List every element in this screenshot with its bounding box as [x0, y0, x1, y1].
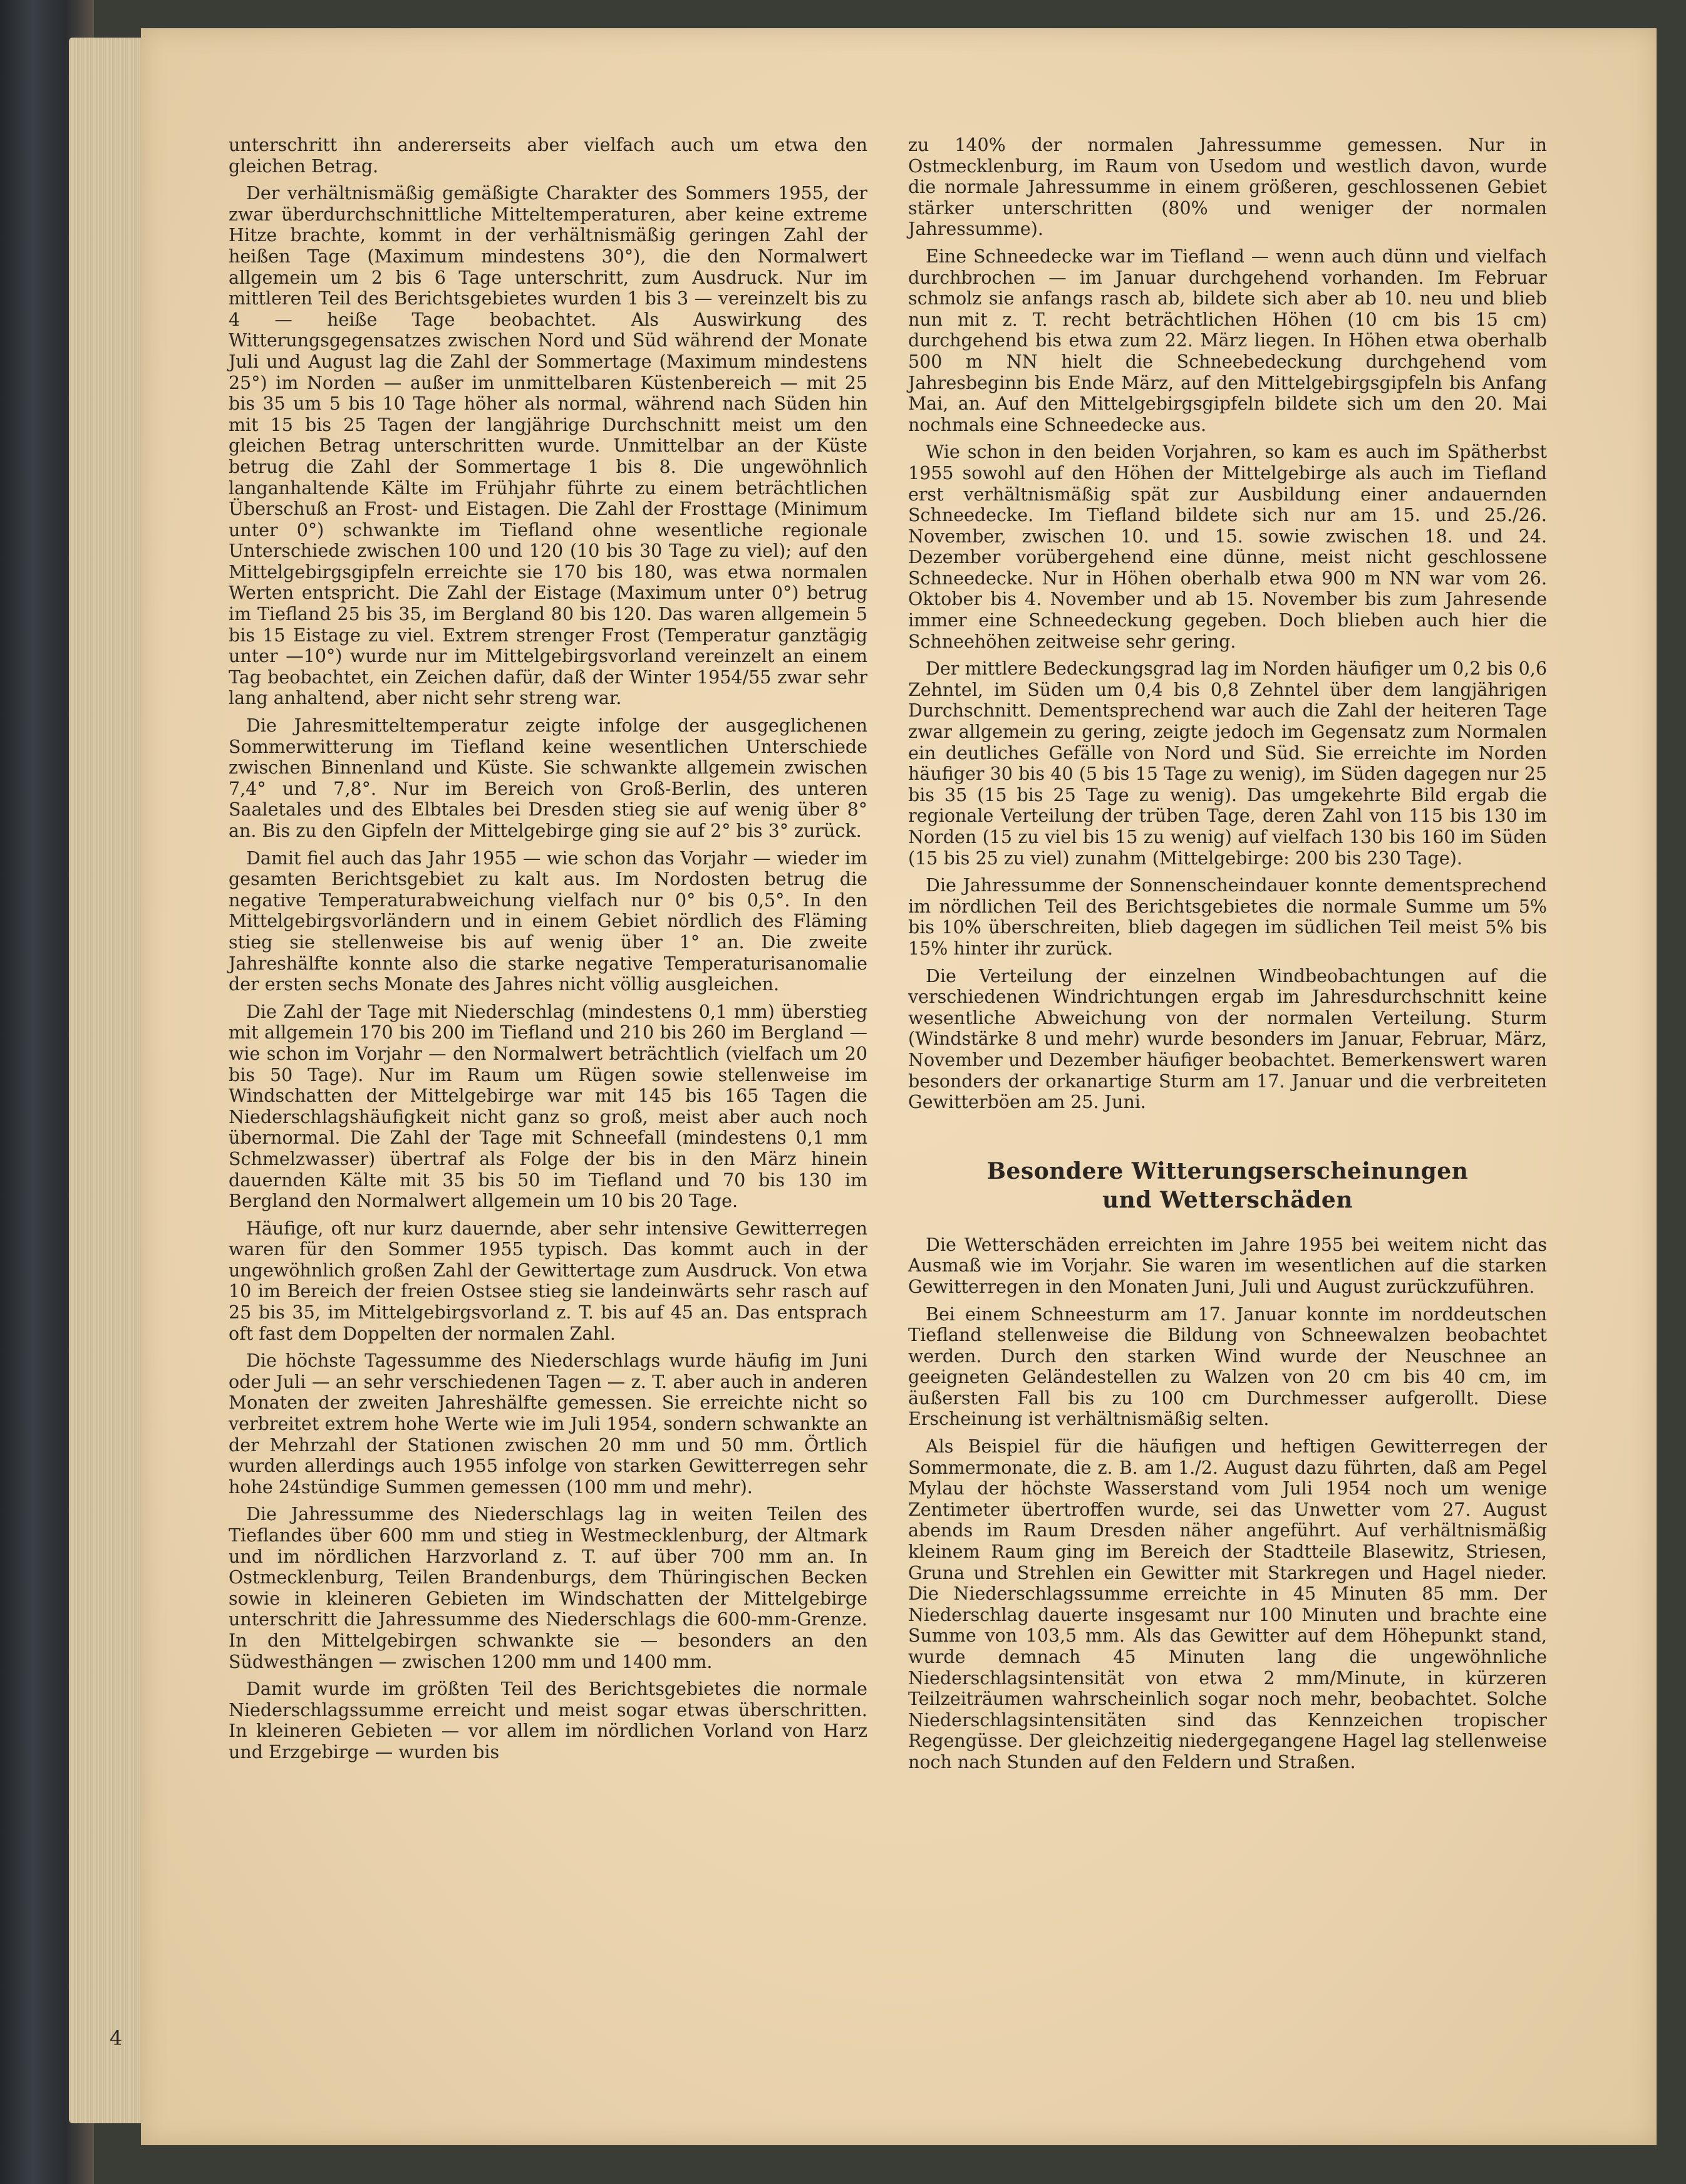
- document-page: [141, 28, 1657, 2145]
- paragraph: Damit wurde im größten Teil des Berichtsgebietes die normale Niederschlagssumme erreicht und meist sogar etwas überschritten. In kleineren Gebieten — vor allem im nördlichen Vorland von Harz und Erzgebirge — wurden bis: [229, 1679, 867, 1762]
- paragraph: Wie schon in den beiden Vorjahren, so kam es auch im Spätherbst 1955 sowohl auf den Höhen der Mittelgebirge als auch im Tiefland erst verhältnismäßig spät zur Ausbildung einer andauernden Schneedecke. Im Tiefland bildete sich nur am 15. und 25./26. November, zwischen 10. und 15. sowie zwischen 18. und 24. Dezember vorübergehend eine dünne, meist nicht geschlossene Schneedecke. Nur in Höhen oberhalb etwa 900 m NN war vom 26. Oktober bis 4. November und ab 15. November bis zum Jahresende immer eine Schneedeckung gegeben. Doch blieben auch hier die Schneehöhen zeitweise sehr gering.: [908, 442, 1547, 652]
- paragraph: Der mittlere Bedeckungsgrad lag im Norden häufiger um 0,2 bis 0,6 Zehntel, im Süden um 0,4 bis 0,8 Zehntel über dem langjährigen Durchschnitt. Dementsprechend war auch die Zahl der heiteren Tage zwar allgemein zu gering, zeigte jedoch im Gegensatz zum Normalen ein deutliches Gefälle von Nord und Süd. Sie erreichte im Norden häufiger 30 bis 40 (5 bis 15 Tage zu wenig), im Süden dagegen nur 25 bis 35 (15 bis 25 Tage zu wenig). Das umgekehrte Bild ergab die regionale Verteilung der trüben Tage, deren Zahl von 115 bis 130 im Norden (15 zu viel bis 15 zu wenig) auf vielfach 130 bis 160 im Süden (15 bis 25 zu viel) zunahm (Mittelgebirge: 200 bis 230 Tage).: [908, 658, 1547, 869]
- paragraph: Die Verteilung der einzelnen Windbeobachtungen auf die verschiedenen Windrichtungen ergab im Jahresdurchschnitt keine wesentliche Abweichung von der normalen Verteilung. Sturm (Windstärke 8 und mehr) wurde besonders im Januar, Februar, März, November und Dezember häufiger beobachtet. Bemerkenswert waren besonders der orkanartige Sturm am 17. Januar und die verbreiteten Gewitterböen am 25. Juni.: [908, 965, 1547, 1113]
- right-text-column: [908, 135, 1547, 1779]
- paragraph: Die Wetterschäden erreichten im Jahre 1955 bei weitem nicht das Ausmaß wie im Vorjahr. Sie waren im wesentlichen auf die starken Gewitterregen in den Monaten Juni, Juli und August zurückzuführen.: [908, 1234, 1547, 1297]
- section-heading-line: Besondere Witterungserscheinungen: [986, 1157, 1469, 1184]
- paragraph: Die Jahresmitteltemperatur zeigte infolge der ausgeglichenen Sommerwitterung im Tiefland keine wesentlichen Unterschiede zwischen Binnenland und Küste. Sie schwankte allgemein zwischen 7,4° und 7,8°. Nur im Bereich von Groß-Berlin, des unteren Saaletales und des Elbtales bei Dresden stieg sie auf wenig über 8° an. Bis zu den Gipfeln der Mittelgebirge ging sie auf 2° bis 3° zurück.: [229, 715, 867, 841]
- paragraph: Als Beispiel für die häufigen und heftigen Gewitterregen der Sommermonate, die z. B. am 1./2. August dazu führten, daß am Pegel Mylau der höchste Wasserstand vom Juli 1954 noch um wenige Zentimeter übertroffen wurde, sei das Unwetter vom 27. August abends im Raum Dresden näher angeführt. Auf verhältnismäßig kleinem Raum ging im Bereich der Stadtteile Blasewitz, Striesen, Gruna und Strehlen ein Gewitter mit Starkregen und Hagel nieder. Die Niederschlagssumme erreichte in 45 Minuten 85 mm. Der Niederschlag dauerte insgesamt nur 100 Minuten und brachte eine Summe von 103,5 mm. Als das Gewitter auf dem Höhepunkt stand, wurde demnach 45 Minuten lang die ungewöhnliche Niederschlagsintensität von etwa 2 mm/Minute, in kürzeren Teilzeiträumen wahrscheinlich sogar noch mehr, beobachtet. Solche Niederschlagsintensitäten sind das Kennzeichen tropischer Regengüsse. Der gleichzeitig niedergegangene Hagel lag stellenweise noch nach Stunden auf den Feldern und Straßen.: [908, 1436, 1547, 1773]
- paragraph: Häufige, oft nur kurz dauernde, aber sehr intensive Gewitterregen waren für den Sommer 1955 typisch. Das kommt auch in der ungewöhnlich großen Zahl der Gewittertage zum Ausdruck. Von etwa 10 im Bereich der freien Ostsee stieg sie landeinwärts sehr rasch auf 25 bis 35, im Mittelgebirgsvorland z. T. bis auf 45 an. Das entsprach oft fast dem Doppelten der normalen Zahl.: [229, 1218, 867, 1344]
- paragraph: Damit fiel auch das Jahr 1955 — wie schon das Vorjahr — wieder im gesamten Berichtsgebiet zu kalt aus. Im Nordosten betrug die negative Temperaturabweichung vielfach nur 0° bis 0,5°. In den Mittelgebirgsvorländern und in einem Gebiet nördlich des Fläming stieg sie stellenweise bis auf wenig über 1° an. Die zweite Jahreshälfte konnte also die starke negative Temperaturisanomalie der ersten sechs Monate des Jahres nicht völlig ausgleichen.: [229, 847, 867, 995]
- paragraph: Die höchste Tagessumme des Niederschlags wurde häufig im Juni oder Juli — an sehr verschiedenen Tagen — z. T. aber auch in anderen Monaten der zweiten Jahreshälfte gemessen. Sie erreichte nicht so verbreitet extrem hohe Werte wie im Juli 1954, sondern schwankte an der Mehrzahl der Stationen zwischen 20 mm und 50 mm. Örtlich wurden allerdings auch 1955 infolge von starken Gewitterregen sehr hohe 24stündige Summen gemessen (100 mm und mehr).: [229, 1350, 867, 1498]
- paragraph: Die Zahl der Tage mit Niederschlag (mindestens 0,1 mm) überstieg mit allgemein 170 bis 200 im Tiefland und 210 bis 260 im Bergland — wie schon im Vorjahr — den Normalwert beträchtlich (vielfach um 20 bis 50 Tage). Nur im Raum um Rügen sowie stellenweise im Windschatten der Mittelgebirge war mit 145 bis 165 Tagen die Niederschlagshäufigkeit nicht ganz so groß, meist aber auch noch übernormal. Die Zahl der Tage mit Schneefall (mindestens 0,1 mm Schmelzwasser) übertraf als Folge der bis in den März hinein dauernden Kälte mit 35 bis 50 im Tiefland und 70 bis 130 im Bergland den Normalwert allgemein um 10 bis 20 Tage.: [229, 1001, 867, 1212]
- paragraph: Die Jahressumme der Sonnenscheindauer konnte dementsprechend im nördlichen Teil des Berichtsgebietes die normale Summe um 5% bis 10% überschreiten, blieb dagegen im südlichen Teil meist 5% bis 15% hinter ihr zurück.: [908, 875, 1547, 959]
- paragraph: Eine Schneedecke war im Tiefland — wenn auch dünn und vielfach durchbrochen — im Januar durchgehend vorhanden. Im Februar schmolz sie anfangs rasch ab, bildete sich aber ab 10. neu und blieb nun mit z. T. recht beträchtlichen Höhen (10 cm bis 15 cm) durchgehend bis etwa zum 22. März liegen. In Höhen etwa oberhalb 500 m NN hielt die Schneebedeckung durchgehend vom Jahresbeginn bis Ende März, auf den Mittelgebirgsgipfeln bis Anfang Mai, an. Auf den Mittelgebirgsgipfeln bildete sich um den 20. Mai nochmals eine Schneedecke aus.: [908, 246, 1547, 435]
- paragraph: Bei einem Schneesturm am 17. Januar konnte im norddeutschen Tiefland stellenweise die Bildung von Schneewalzen beobachtet werden. Durch den starken Wind wurde der Neuschnee an geeigneten Geländestellen zu Walzen von 20 cm bis 40 cm, im äußersten Fall bis zu 100 cm Durchmesser aufgerollt. Diese Erscheinung ist verhältnismäßig selten.: [908, 1303, 1547, 1430]
- paragraph: unterschritt ihn andererseits aber vielfach auch um etwa den gleichen Betrag.: [229, 135, 867, 177]
- page-stack-edge: [69, 38, 150, 2123]
- section-heading-line: und Wetterschäden: [1102, 1186, 1353, 1213]
- left-text-column: [229, 135, 867, 1769]
- page-number: 4: [110, 2026, 123, 2050]
- paragraph: zu 140% der normalen Jahressumme gemessen. Nur in Ostmecklenburg, im Raum von Usedom und westlich davon, wurde die normale Jahressumme in einem größeren, geschlossenen Gebiet stärker unterschritten (80% und weniger der normalen Jahressumme).: [908, 135, 1547, 240]
- paragraph: Der verhältnismäßig gemäßigte Charakter des Sommers 1955, der zwar überdurchschnittliche Mitteltemperaturen, aber keine extreme Hitze brachte, kommt in der verhältnismäßig geringen Zahl der heißen Tage (Maximum mindestens 30°), die den Normalwert allgemein um 2 bis 6 Tage unterschritt, zum Ausdruck. Nur im mittleren Teil des Berichtsgebietes wurden 1 bis 3 — vereinzelt bis zu 4 — heiße Tage beobachtet. Als Auswirkung des Witterungsgegensatzes zwischen Nord und Süd während der Monate Juli und August lag die Zahl der Sommertage (Maximum mindestens 25°) im Norden — außer im unmittelbaren Küstenbereich — mit 25 bis 35 um 5 bis 10 Tage höher als normal, während nach Süden hin mit 15 bis 25 Tagen der langjährige Durchschnitt meist um den gleichen Betrag unterschritten wurde. Unmittelbar an der Küste betrug die Zahl der Sommertage 1 bis 8. Die ungewöhnlich langanhaltende Kälte im Frühjahr führte zu einem beträchtlichen Überschuß an Frost- und Eistagen. Die Zahl der Frosttage (Minimum unter 0°) schwankte im Tiefland ohne wesentliche regionale Unterschiede zwischen 100 und 120 (10 bis 30 Tage zu viel); auf den Mittelgebirgsgipfeln erreichte sie 170 bis 180, was etwa normalen Werten entspricht. Die Zahl der Eistage (Maximum unter 0°) betrug im Tiefland 25 bis 35, im Bergland 80 bis 120. Das waren allgemein 5 bis 15 Eistage zu viel. Extrem strenger Frost (Temperatur ganztägig unter —10°) wurde nur im Mittelgebirgsvorland vereinzelt an einem Tag beobachtet, ein Zeichen dafür, daß der Winter 1954/55 zwar sehr lang anhaltend, aber nicht sehr streng war.: [229, 183, 867, 709]
- section-heading: [908, 1157, 1547, 1214]
- paragraph: Die Jahressumme des Niederschlags lag in weiten Teilen des Tieflandes über 600 mm und stieg in Westmecklenburg, der Altmark und im nördlichen Harzvorland z. T. auf über 700 mm an. In Ostmecklenburg, Teilen Brandenburgs, dem Thüringischen Becken sowie in kleineren Gebieten im Windschatten der Mittelgebirge unterschritt die Jahressumme des Niederschlags die 600-mm-Grenze. In den Mittelgebirgen schwankte sie — besonders an den Südwesthängen — zwischen 1200 mm und 1400 mm.: [229, 1504, 867, 1672]
